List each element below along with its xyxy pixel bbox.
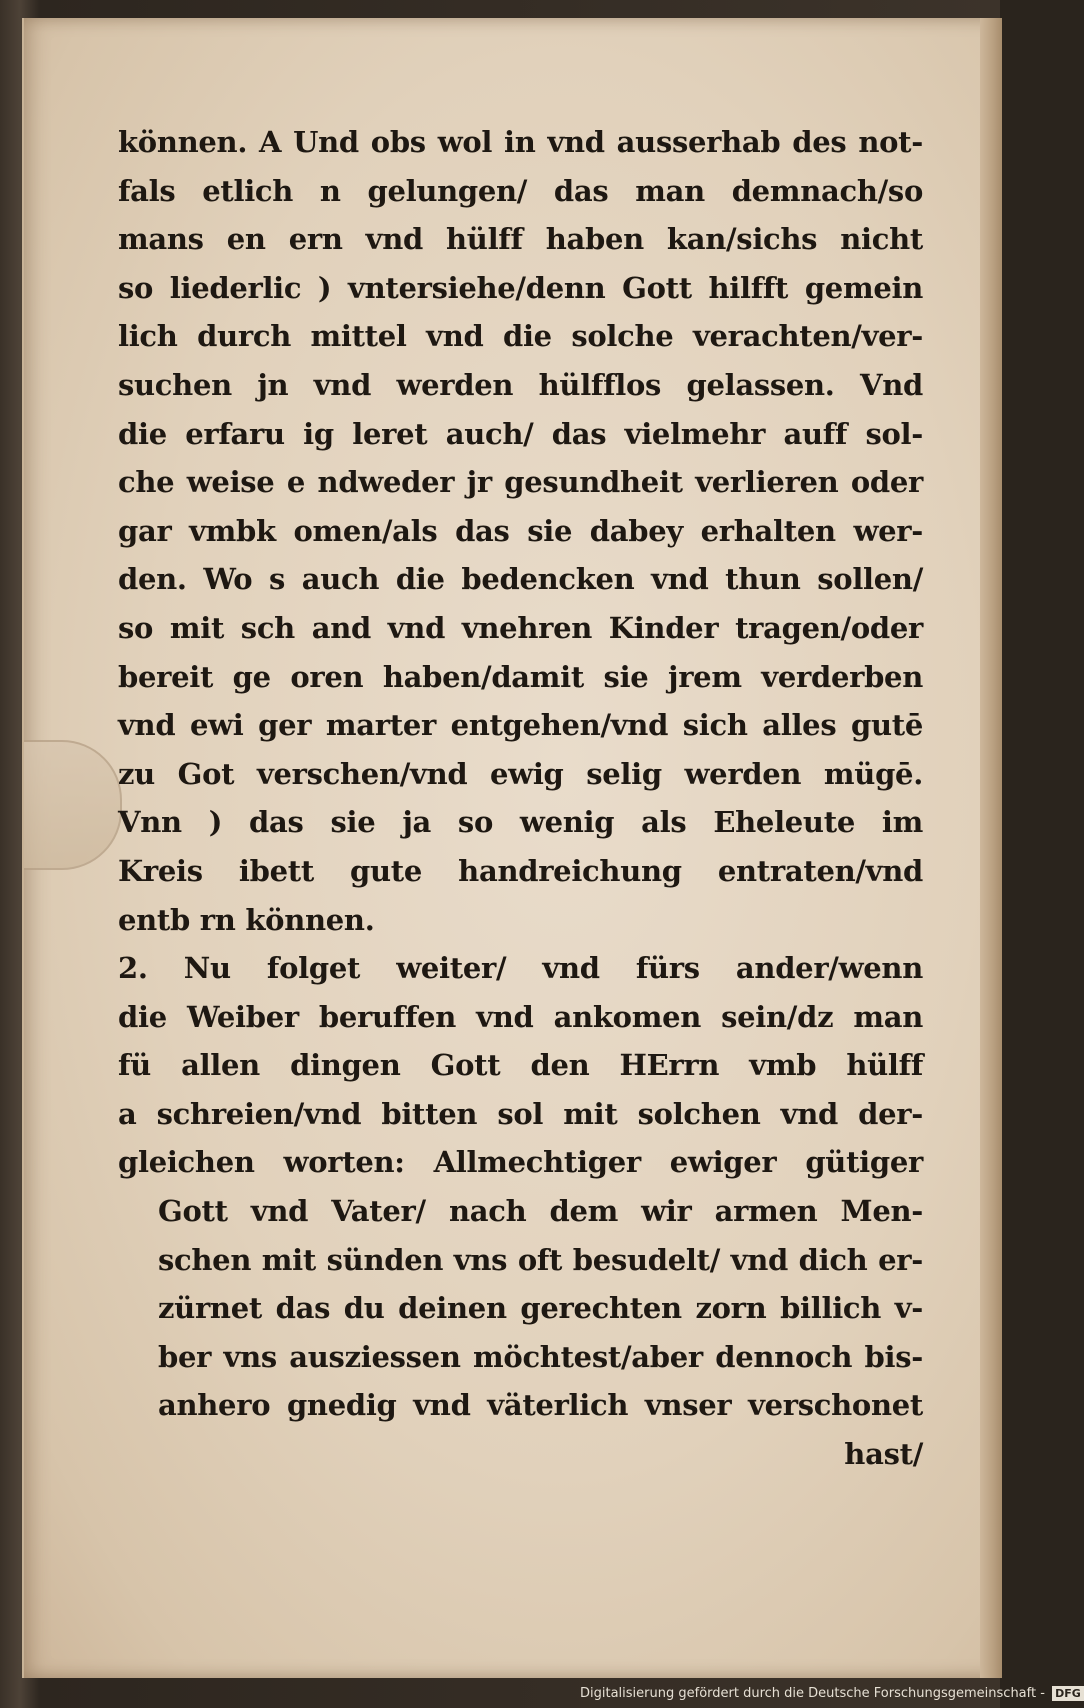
text-line: den. Wo s auch die bedencken vnd thun sollen/ bbox=[118, 562, 923, 597]
text-line: die Weiber beruffen vnd ankomen sein/dz man bbox=[118, 999, 923, 1034]
text-line: a schreien/vnd bitten sol mit solchen vnd der- bbox=[118, 1096, 923, 1131]
text-line: Kreis ibett gute handreichung entraten/vnd bbox=[118, 853, 923, 888]
digitization-credit bbox=[580, 1683, 1081, 1705]
text-line: schen mit sünden vns oft besudelt/ vnd dich er- bbox=[158, 1242, 923, 1277]
text-line: che weise e ndweder jr gesundheit verlieren oder bbox=[118, 465, 923, 500]
text-line: fals etlich n gelungen/ das man demnach/so bbox=[118, 173, 923, 208]
text-line: 2. Nu folget weiter/ vnd fürs ander/wenn bbox=[118, 951, 923, 986]
text-line: gleichen worten: Allmechtiger ewiger gütiger bbox=[118, 1145, 923, 1180]
text-line: anhero gnedig vnd väterlich vnser verschonet bbox=[158, 1388, 923, 1423]
text-line: können. A Und obs wol in vnd ausserhab des not- bbox=[118, 125, 923, 159]
page-tab-marker bbox=[24, 740, 122, 870]
credit-text: Digitalisierung gefördert durch die Deutsche Forschungsgemeinschaft - bbox=[580, 1686, 1045, 1701]
dfg-logo: DFG bbox=[1052, 1686, 1084, 1701]
text-line: bereit ge oren haben/damit sie jrem verderben bbox=[118, 659, 923, 694]
page-text bbox=[118, 118, 923, 1479]
text-line: lich durch mittel vnd die solche verachten/ver- bbox=[118, 319, 923, 354]
text-line: Vnn ) das sie ja so wenig als Eheleute im bbox=[118, 805, 923, 840]
catchword: hast/ bbox=[844, 1437, 923, 1472]
text-line: gar vmbk omen/als das sie dabey erhalten wer- bbox=[118, 513, 923, 548]
text-line: mans en ern vnd hülff haben kan/sichs nicht bbox=[118, 222, 923, 257]
text-line: zu Got verschen/vnd ewig selig werden mügē. bbox=[118, 756, 923, 791]
page-edge bbox=[980, 18, 1002, 1678]
text-line: vnd ewi ger marter entgehen/vnd sich alles gutē bbox=[118, 708, 923, 743]
text-line: zürnet das du deinen gerechten zorn billich v- bbox=[158, 1291, 923, 1326]
text-line: fü allen dingen Gott den HErrn vmb hülff bbox=[118, 1048, 923, 1083]
text-line: so mit sch and vnd vnehren Kinder tragen/oder bbox=[118, 610, 923, 645]
text-line: suchen jn vnd werden hülfflos gelassen. Vnd bbox=[118, 367, 923, 402]
text-line: entb rn können. bbox=[118, 902, 375, 937]
text-line: so liederlic ) vntersiehe/denn Gott hilfft gemein bbox=[118, 270, 923, 305]
text-line: die erfaru ig leret auch/ das vielmehr auff sol- bbox=[118, 416, 923, 451]
text-line: Gott vnd Vater/ nach dem wir armen Men- bbox=[158, 1194, 923, 1229]
text-line: ber vns ausziessen möchtest/aber dennoch bis- bbox=[158, 1339, 923, 1374]
